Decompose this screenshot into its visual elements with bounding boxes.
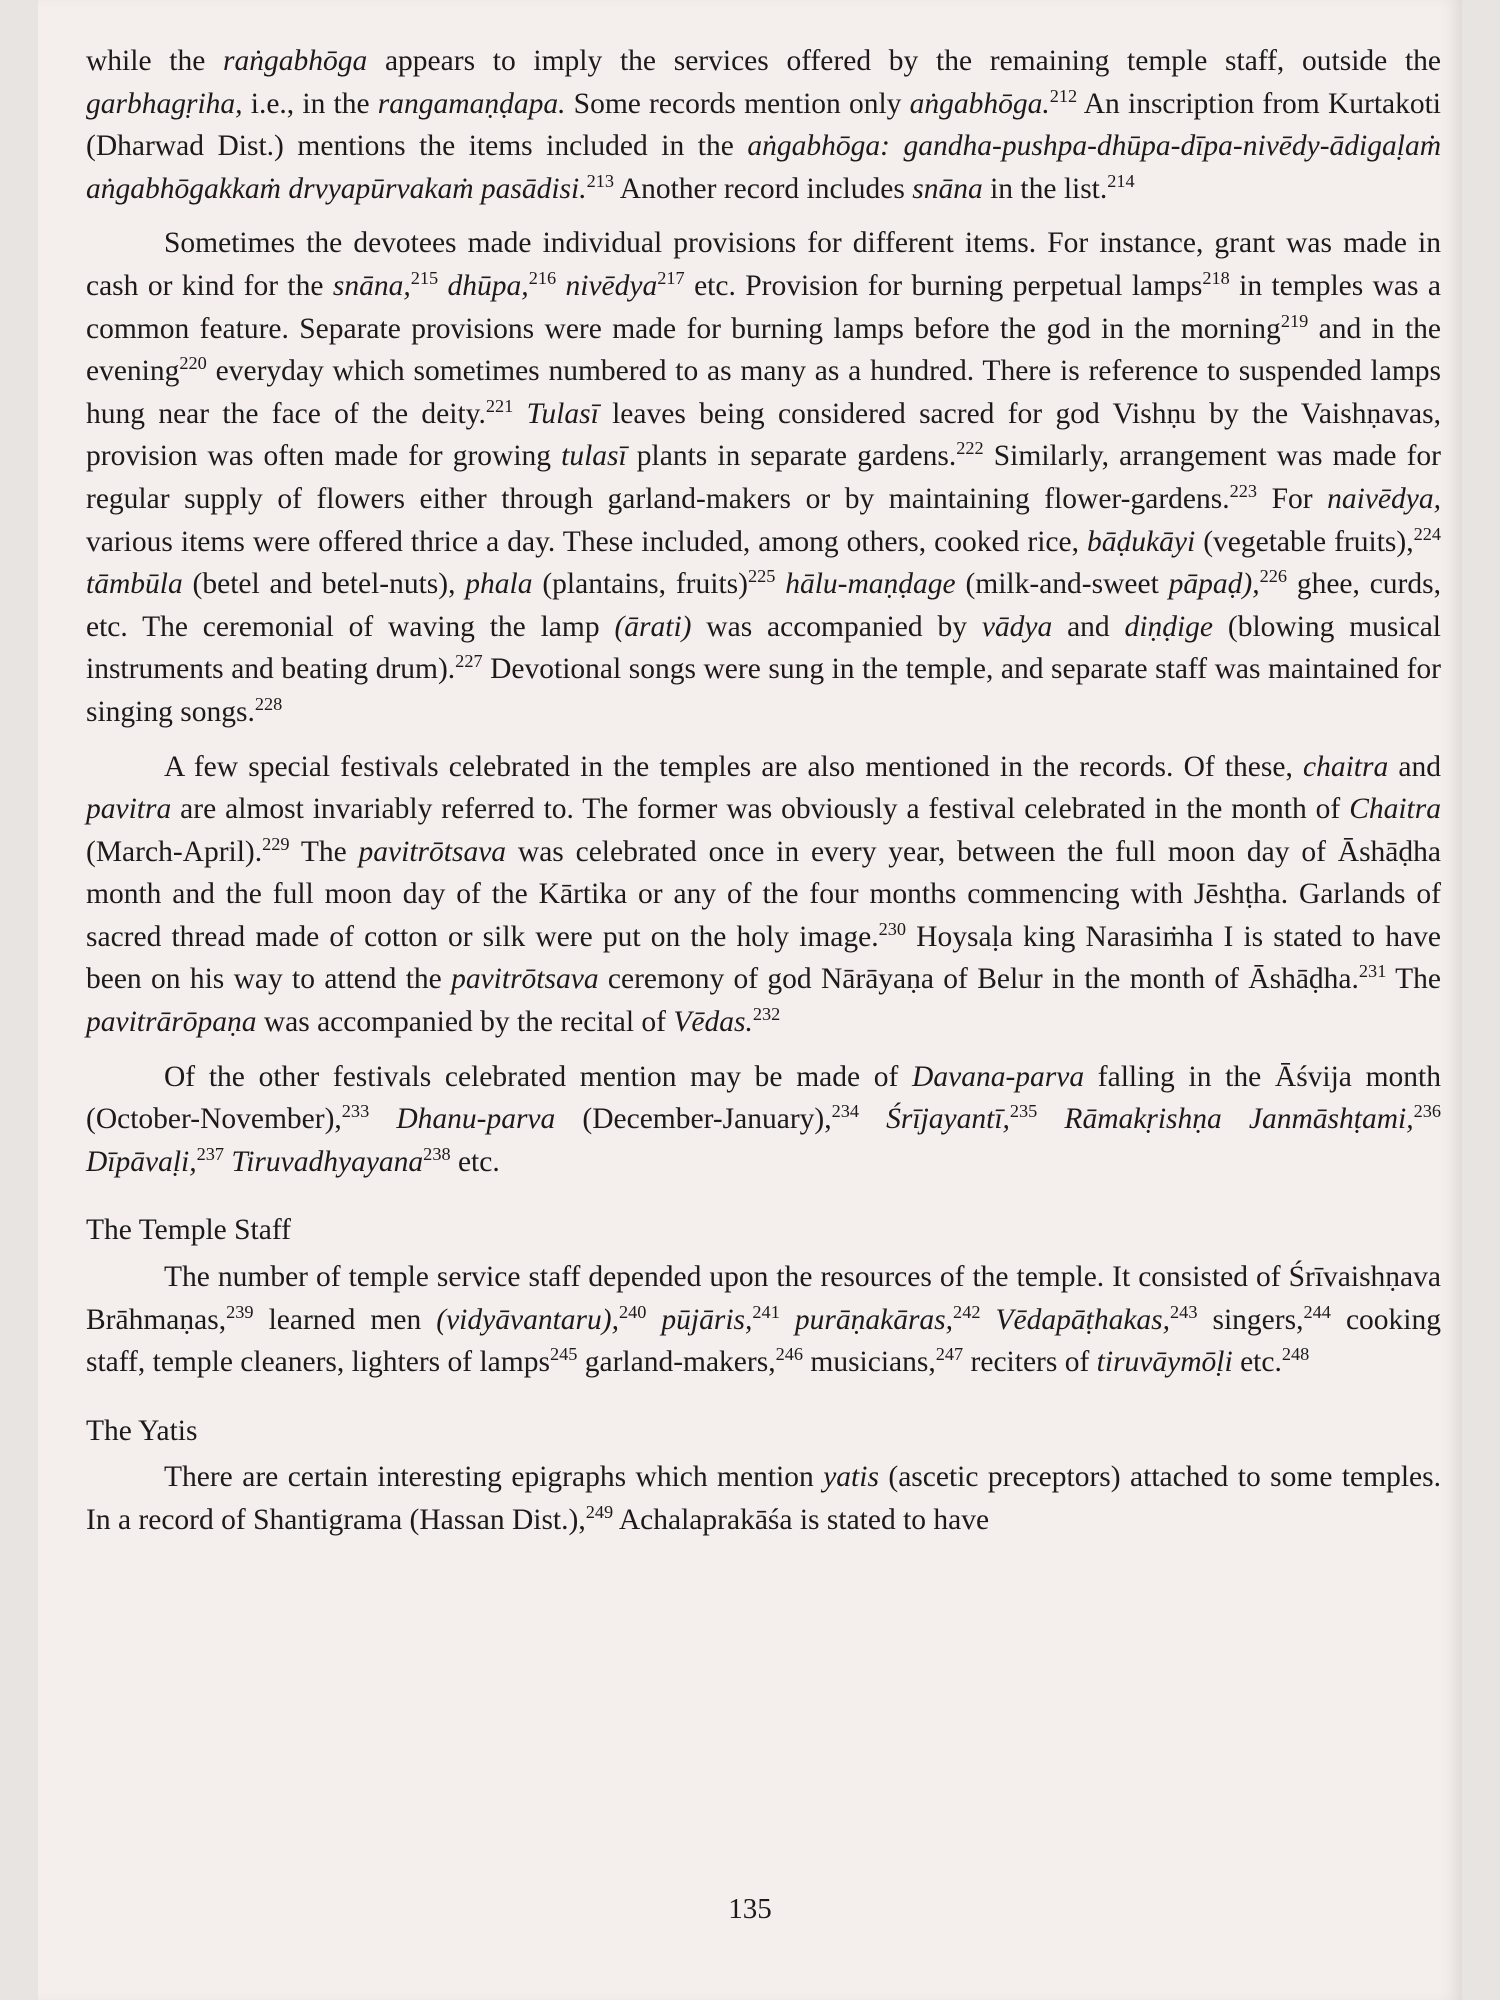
footnote-ref: 245 xyxy=(549,1344,578,1365)
footnote-ref: 241 xyxy=(752,1301,780,1322)
footnote-ref: 232 xyxy=(752,1004,781,1025)
footnote-ref: 226 xyxy=(1259,566,1287,587)
paragraph-1: while the raṅgabhōga appears to imply the services offered by the remaining temple staff, outside the garbhagṛiha, i.e., in the rangamaṇḍapa. Some records mention only aṅgabhōga.$^{212}$ An inscription from Kurtakoti (Dharwad Dist.) mentions the items included in the aṅgabhōga: gandha-pushpa-dhūpa-dīpa-nivēdy-ādigaḷaṁ aṅgabhōgakkaṁ drvyapūrvakaṁ pasādisi.$^{213}$ Another record includes snāna in the list.$^{214}$ xyxy=(86,45,1442,205)
footnote-ref: 215 xyxy=(410,268,439,289)
footnote-ref: 233 xyxy=(341,1101,370,1122)
section-heading-yatis: The Yatis xyxy=(86,1414,198,1447)
footnote-ref: 248 xyxy=(1281,1344,1310,1365)
footnote-ref: 242 xyxy=(953,1301,981,1322)
footnote-ref: 213 xyxy=(586,170,615,191)
section-heading-temple-staff: The Temple Staff xyxy=(86,1214,291,1247)
footnote-ref: 246 xyxy=(775,1344,803,1365)
footnote-ref: 247 xyxy=(935,1344,964,1365)
footnote-ref: 235 xyxy=(1009,1101,1038,1122)
footnote-ref: 221 xyxy=(485,395,514,416)
paragraph-6: There are certain interesting epigraphs which mention yatis (ascetic preceptors) attached to some temples. In a record of Shantigrama (Hassan Dist.),$^{249}$ Achalaprakāśa is stated to have xyxy=(86,1461,1441,1536)
paragraph-2: Sometimes the devotees made individual provisions for different items. For instance, grant was made in cash or kind for the snāna,$^{215}$ dhūpa,$^{216}$ nivēdya$^{217}$ etc. Provision for burning perpetual lamps$^{218}$ in temples was a common feature. Separate provisions were made for burning lamps before the god in the morning$^{219}$ and in the evening$^{220}$ everyday which sometimes numbered to as many as a hundred. There is reference to suspended lamps hung near the face of the deity.$^{221}$ Tulasī leaves being considered sacred for god Vishṇu by the Vaishṇavas, provision was often made for growing tulasī plants in separate gardens.$^{222}$ Similarly, arrangement was made for regular supply of flowers either through garland-makers or by maintaining flower-gardens.$^{223}$ For naivēdya, various items were offered thrice a day. These included, among others, cooked rice, bāḍukāyi (vegetable fruits),$^{224}$ tāmbūla (betel and betel-nuts), phala (plantains, fruits)$^{225}$ hālu-maṇḍage (milk-and-sweet pāpaḍ),$^{226}$ ghee, curds, etc. The ceremonial of waving the lamp (ārati) was accompanied by vādya and diṇḍige (blowing musical instruments and beating drum).$^{227}$ Devotional songs were sung in the temple, and separate staff was maintained for singing songs.$^{228}$ xyxy=(86,227,1442,728)
footnote-ref: 239 xyxy=(226,1301,254,1322)
paragraph-3: A few special festivals celebrated in the temples are also mentioned in the records. Of these, chaitra and pavitra are almost invariably referred to. The former was obviously a festival celebrated in the month of Chaitra (March-April).$^{229}$ The pavitrōtsava was celebrated once in every year, between the full moon day of Āshāḍha month and the full moon day of the Kārtika or any of the four months commencing with Jēshṭha. Garlands of sacred thread made of cotton or silk were put on the holy image.$^{230}$ Hoysaḷa king Narasiṁha I is stated to have been on his way to attend the pavitrōtsava ceremony of god Nārāyaṇa of Belur in the month of Āshāḍha.$^{231}$ The pavitrārōpaṇa was accompanied by the recital of Vēdas.$^{232}$ xyxy=(86,750,1441,1039)
footnote-ref: 230 xyxy=(878,919,907,940)
body-text xyxy=(86,40,1441,1542)
footnote-ref: 244 xyxy=(1303,1301,1331,1322)
footnote-ref: 217 xyxy=(657,268,685,289)
footnote-ref: 240 xyxy=(618,1301,647,1322)
page-number: 135 xyxy=(728,1893,772,1925)
footnote-ref: 228 xyxy=(254,694,283,715)
footnote-ref: 234 xyxy=(831,1101,860,1122)
paragraph-4: Of the other festivals celebrated mention may be made of Davana-parva falling in the Āśvija month (October-November),$^{233}$ Dhanu-parva (December-January),$^{234}$ Śrījayantī,$^{235}$ Rāmakṛishṇa Janmāshṭami,$^{236}$ Dīpāvaḷi,$^{237}$ Tiruvadhyayana$^{238}$ etc. xyxy=(86,1060,1442,1178)
footnote-ref: 214 xyxy=(1107,170,1135,191)
footnote-ref: 222 xyxy=(956,438,984,459)
footnote-ref: 249 xyxy=(585,1502,614,1523)
footnote-ref: 219 xyxy=(1280,310,1309,331)
footnote-ref: 229 xyxy=(262,833,290,854)
footnote-ref: 238 xyxy=(423,1144,451,1165)
footnote-ref: 216 xyxy=(528,268,557,289)
footnote-ref: 212 xyxy=(1049,85,1078,106)
footnote-ref: 223 xyxy=(1229,481,1258,502)
footnote-ref: 224 xyxy=(1413,523,1442,544)
footnote-ref: 218 xyxy=(1202,268,1230,289)
book-page xyxy=(38,0,1462,2000)
footnote-ref: 225 xyxy=(747,566,776,587)
footnote-ref: 237 xyxy=(196,1144,225,1165)
footnote-ref: 227 xyxy=(455,651,483,672)
footnote-ref: 243 xyxy=(1170,1301,1198,1322)
paragraph-5: The number of temple service staff depended upon the resources of the temple. It consisted of Śrīvaishṇava Brāhmaṇas,$^{239}$ learned men (vidyāvantaru),$^{240}$ pūjāris,$^{241}$ purāṇakāras,$^{242}$ Vēdapāṭhakas,$^{243}$ singers,$^{244}$ cooking staff, temple cleaners, lighters of lamps$^{245}$ garland-makers,$^{246}$ musicians,$^{247}$ reciters of tiruvāymōḷi etc.$^{248}$ xyxy=(86,1261,1441,1379)
footnote-ref: 236 xyxy=(1413,1101,1442,1122)
footnote-ref: 231 xyxy=(1358,961,1387,982)
footnote-ref: 220 xyxy=(179,353,207,374)
